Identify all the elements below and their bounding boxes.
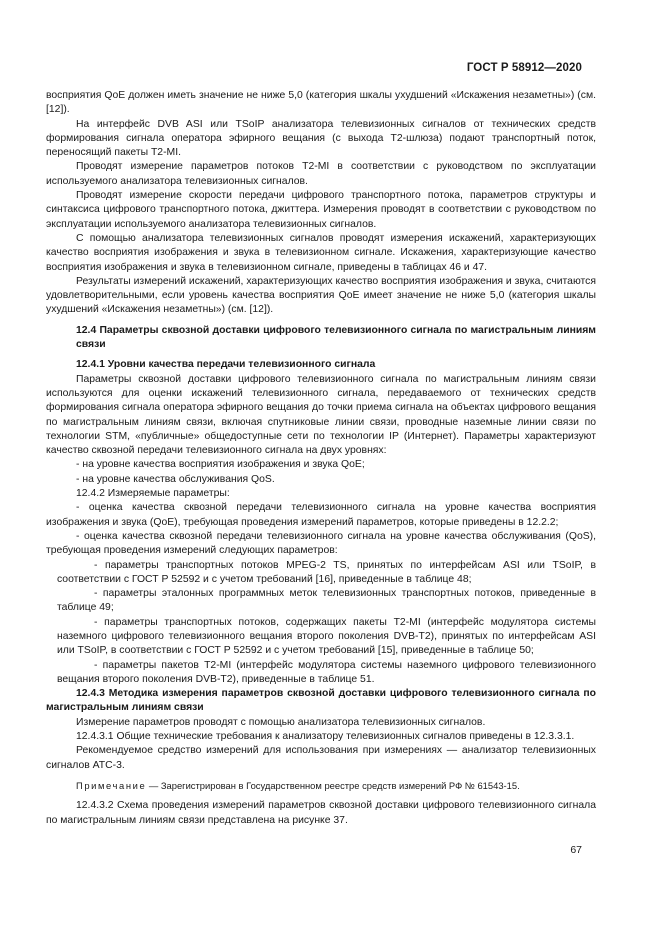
subsection-heading-12-4-3: 12.4.3 Методика измерения параметров сквозной доставки цифрового телевизионного сигнала по магистральным линиям связи <box>46 688 596 714</box>
note-label: Примечание <box>76 779 147 791</box>
paragraph: Проводят измерение скорости передачи цифрового транспортного потока, параметров структуры и синтаксиса цифрового транспортного потока, джиттера. Измерения проводят в соответствии с руководством по эксплуатации используемого анализатора телевизионных сигналов. <box>46 190 596 230</box>
paragraph: С помощью анализатора телевизионных сигналов проводят измерения искажений, характеризующих качество восприятия изображения и звука в телевизионном сигнале. Искажения, характеризующие качество восприятия изображения и звука в телевизионном сигнале, приведены в таблицах 46 и 47. <box>46 232 596 273</box>
note-text: — Зарегистрирован в Государственном реестре средств измерений РФ № 61543-15. <box>146 779 520 791</box>
paragraph: На интерфейс DVB ASI или TSoIP анализатора телевизионных сигналов от технических средств формирования сигнала оператора эфирного вещания (с выхода Т2-шлюза) подают транспортный поток, переносящий пакеты Т2-MI. <box>46 118 596 159</box>
list-item: - на уровне качества восприятия изображения и звука QoE; <box>76 459 365 471</box>
list-item: - на уровне качества обслуживания QoS. <box>76 473 275 485</box>
paragraph: 12.4.3.1 Общие технические требования к анализатору телевизионных сигналов приведены в 12.3.3.1. <box>76 731 575 743</box>
list-item: - оценка качества сквозной передачи телевизионного сигнала на уровне качества восприятия изображения и звука (QoE), требующая проведения измерений параметров, которые приведены в 12.2.2; <box>46 502 596 528</box>
list-item: - параметры эталонных программных меток телевизионных транспортных потоков, приведенные в таблице 49; <box>57 588 596 614</box>
paragraph: Измерение параметров проводят с помощью анализатора телевизионных сигналов. <box>76 716 486 728</box>
note <box>46 779 596 793</box>
paragraph: восприятия QoE должен иметь значение не ниже 5,0 (категория шкалы ухудшений «Искажения незаметны») (см. [12]). <box>46 90 596 116</box>
document-body <box>46 89 596 828</box>
standard-code: ГОСТ Р 58912—2020 <box>466 62 582 74</box>
subsection-heading-12-4-1: 12.4.1 Уровни качества передачи телевизионного сигнала <box>76 359 376 371</box>
paragraph: Проводят измерение параметров потоков Т2-MI в соответствии с руководством по эксплуатации используемого анализатора телевизионных сигналов. <box>46 161 596 187</box>
paragraph: 12.4.2 Измеряемые параметры: <box>76 488 230 500</box>
list-item: - параметры транспортных потоков, содержащих пакеты Т2-MI (интерфейс модулятора системы наземного цифрового телевизионного вещания второго поколения DVB-T2), принятых по интерфейсам ASI или TSoIP, в соответствии с ГОСТ Р 52592 и с учетом требований [15], приведенные в таблице 50; <box>57 616 596 657</box>
page-number: 67 <box>570 844 582 856</box>
paragraph: Результаты измерений искажений, характеризующих качество восприятия изображения и звука, считаются удовлетворительными, если уровень качества восприятия QoE имеет значение не ниже 5,0 (категория шкалы ухудшений «Искажения незаметны») (см. [12]). <box>46 275 596 316</box>
paragraph: Рекомендуемое средство измерений для использования при измерениях — анализатор телевизионных сигналов АТС-3. <box>46 745 596 771</box>
list-item: - оценка качества сквозной передачи телевизионного сигнала на уровне качества обслуживания (QoS), требующая проведения измерений следующих параметров: <box>46 530 596 557</box>
list-item: - параметры транспортных потоков MPEG-2 TS, принятых по интерфейсам ASI или TSoIP, в соответствии с ГОСТ Р 52592 и с учетом требований [16], приведенные в таблице 48; <box>57 559 596 585</box>
paragraph: Параметры сквозной доставки цифрового телевизионного сигнала по магистральным линиям связи используются для оценки искажений телевизионного сигнала, передаваемого от технических средств формирования сигнала оператора эфирного вещания до точки приема сигнала на объектах цифрового вещания по магистральным линиям связи, включая спутниковые линии связи, проводные наземные линии связи по технологии STM, «публичные» общедоступные сети по технологии IP (Интернет). Параметры характеризуют качество сквозной передачи телевизионного сигнала на двух уровнях: <box>46 373 596 457</box>
section-heading-12-4: 12.4 Параметры сквозной доставки цифрового телевизионного сигнала по магистральным линиям связи <box>76 324 596 351</box>
list-item: - параметры пакетов Т2-MI (интерфейс модулятора системы наземного цифрового телевизионного вещания второго поколения DVB-T2), приведенные в таблице 51. <box>57 659 596 685</box>
paragraph: 12.4.3.2 Схема проведения измерений параметров сквозной доставки цифрового телевизионного сигнала по магистральным линиям связи представлена на рисунке 37. <box>46 800 596 826</box>
